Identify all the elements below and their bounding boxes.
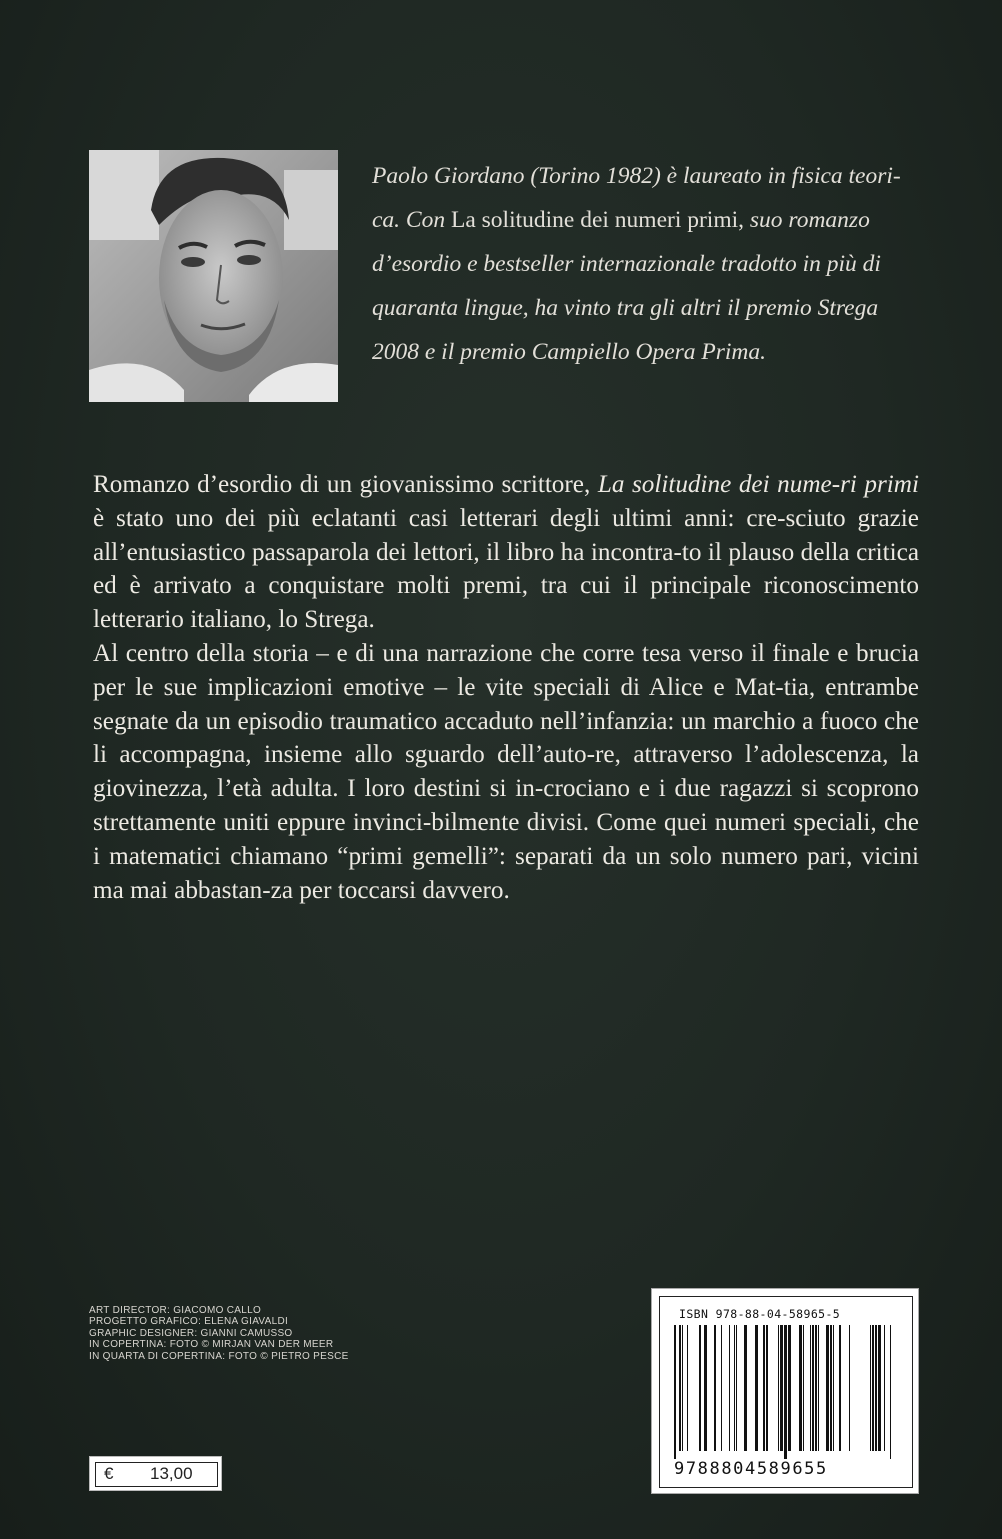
barcode-bar xyxy=(839,1325,841,1451)
barcode-bar xyxy=(778,1325,779,1451)
barcode-bar xyxy=(788,1325,791,1451)
barcode-bar xyxy=(763,1325,765,1451)
barcode-bar xyxy=(766,1325,768,1451)
barcode-bar xyxy=(682,1325,683,1451)
book-description xyxy=(93,468,919,907)
barcode-bar xyxy=(833,1325,834,1451)
barcode-bar xyxy=(699,1325,701,1451)
isbn-barcode-box xyxy=(651,1288,919,1494)
barcode-bar xyxy=(803,1325,804,1451)
barcode-bar xyxy=(744,1325,747,1451)
barcode-bar xyxy=(784,1325,787,1459)
barcode-bar xyxy=(890,1325,891,1459)
bio-line: 2008 e il premio Campiello Opera Prima. xyxy=(372,339,767,365)
credit-line: PROGETTO GRAFICO: ELENA GIAVALDI xyxy=(89,1316,289,1328)
barcode-bar xyxy=(714,1325,716,1451)
desc-text: Romanzo d’esordio di un giovanissimo scrittore, xyxy=(93,471,598,498)
barcode-bar xyxy=(721,1325,722,1451)
desc-text: è stato uno dei più eclatanti casi letterari degli ultimi anni: cre-sciuto grazie all’entusiastico passaparola dei lettori, il libro ha incontra-to il plauso della critica ed è arrivato a conquistare molti premi, tra cui il principale riconoscimento letterario italiano, lo Strega. xyxy=(93,504,919,634)
price-value: 13,00 xyxy=(150,1464,193,1483)
barcode-bar xyxy=(810,1325,811,1451)
description-paragraph-2: Al centro della storia – e di una narrazione che corre tesa verso il finale e brucia per le sue implicazioni emotive – le vite speciali di Alice e Mat-tia, entrambe segnate da un episodio traumatico accaduto nell’infanzia: un marchio a fuoco che li accompagna, insieme allo sguardo dell’auto-re, attraverso l’adolescenza, la giovinezza, l’età adulta. I loro destini si in-crociano e i due ragazzi si scoprono strettamente uniti eppure invinci-bilmente divisi. Come quei numeri speciali, che i matematici chiamano “primi gemelli”: separati da un solo numero pari, vicini ma mai abbastan-za per toccarsi davvero. xyxy=(93,639,919,904)
barcode-bar xyxy=(780,1325,783,1451)
barcode-icon xyxy=(672,1325,896,1459)
isbn-code: ISBN 978-88-04-58965-5 xyxy=(679,1307,841,1321)
description-paragraph-1 xyxy=(93,468,919,637)
barcode-bar xyxy=(812,1325,814,1451)
bio-text: ca. Con xyxy=(372,207,451,233)
author-bio xyxy=(372,154,918,374)
barcode-bar xyxy=(734,1325,735,1451)
book-title: La solitudine dei numeri primi, xyxy=(450,207,745,233)
barcode-bar xyxy=(687,1325,688,1451)
barcode-bar xyxy=(826,1325,829,1451)
barcode-bar xyxy=(736,1325,737,1451)
barcode-bar xyxy=(870,1325,871,1451)
barcode-bar xyxy=(799,1325,802,1451)
bio-line: d’esordio e bestseller internazionale tradotto in più di xyxy=(372,251,881,277)
barcode-bar xyxy=(875,1325,877,1451)
barcode-bar xyxy=(849,1325,850,1451)
credit-line: ART DIRECTOR: GIACOMO CALLO xyxy=(89,1305,262,1316)
bio-line: Paolo Giordano (Torino 1982) è laureato in fisica teori- xyxy=(372,163,901,189)
credits xyxy=(89,1305,349,1362)
barcode-bar xyxy=(729,1325,730,1451)
bio-line: quaranta lingue, ha vinto tra gli altri il premio Strega xyxy=(372,295,879,321)
barcode-bar xyxy=(872,1325,874,1451)
price-tag xyxy=(89,1456,222,1491)
barcode-bar xyxy=(704,1325,707,1451)
barcode-bar xyxy=(679,1325,681,1451)
book-title-italic: La solitudine dei nume-ri primi xyxy=(597,471,919,498)
barcode-digits: 9788804589655 xyxy=(674,1459,828,1479)
barcode-bar xyxy=(878,1325,881,1451)
bio-line xyxy=(372,198,918,242)
barcode-bar xyxy=(884,1325,885,1451)
barcode-bar xyxy=(674,1325,676,1459)
credit-line: GRAPHIC DESIGNER: GIANNI CAMUSSO xyxy=(89,1327,293,1339)
barcode-bar xyxy=(818,1325,819,1451)
author-photo xyxy=(89,150,338,402)
barcode-bar xyxy=(815,1325,817,1451)
bio-text: suo romanzo xyxy=(744,207,870,233)
credit-line: IN COPERTINA: FOTO © MIRJAN VAN DER MEER xyxy=(89,1339,334,1351)
credit-line: IN QUARTA DI COPERTINA: FOTO © PIETRO PESCE xyxy=(89,1350,349,1362)
currency-symbol: € xyxy=(104,1464,114,1483)
barcode-bar xyxy=(830,1325,832,1451)
barcode-bar xyxy=(755,1325,758,1451)
